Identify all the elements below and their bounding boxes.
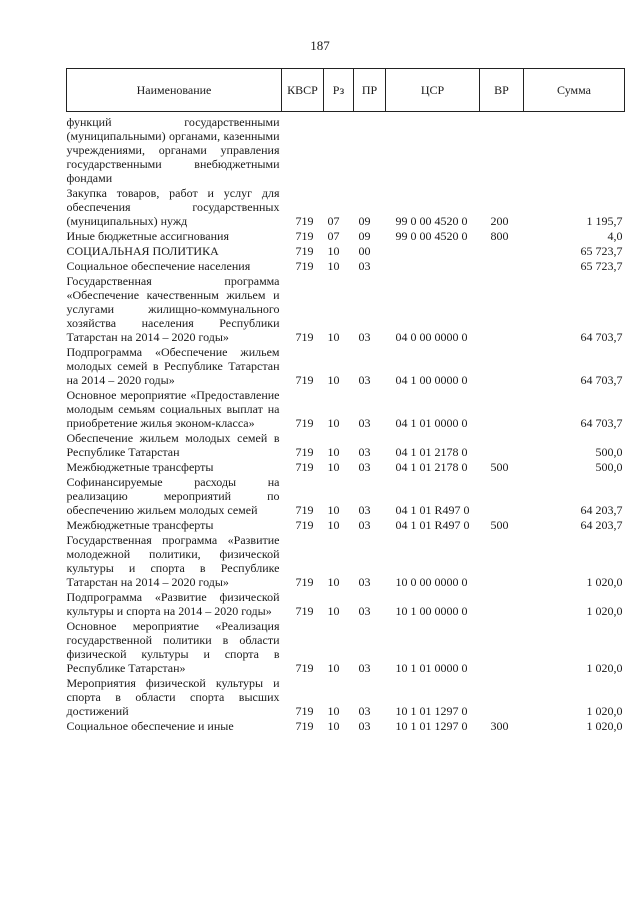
cell-name: Межбюджетные трансферты xyxy=(66,518,214,532)
cell-csr: 10 1 01 1297 0 xyxy=(395,704,468,718)
cell-kvsr: 719 xyxy=(295,503,314,517)
cell-sum: 1 020,0 xyxy=(586,604,623,618)
cell-name: Государственная программа «Обеспечение качественным жильем и услугами жилищно-коммунального хозяйства населения Республики Татарстан на 2014 – 2020 годы» xyxy=(66,274,280,344)
cell-rz: 07 xyxy=(327,214,340,228)
cell-kvsr: 719 xyxy=(295,704,314,718)
cell-pr: 03 xyxy=(358,575,371,589)
cell-csr: 99 0 00 4520 0 xyxy=(395,229,468,243)
cell-csr: 04 1 01 2178 0 xyxy=(395,445,468,459)
cell-csr: 04 1 01 R497 0 xyxy=(395,503,470,517)
cell-vr xyxy=(480,676,524,719)
cell-name: Основное мероприятие «Реализация государственной политики в области физической культуры и спорта в Республике Татарстан» xyxy=(66,619,280,675)
cell-sum: 1 020,0 xyxy=(586,575,623,589)
header-csr: ЦСР xyxy=(386,69,480,112)
header-rz: Рз xyxy=(324,69,354,112)
cell-pr: 03 xyxy=(358,445,371,459)
cell-rz: 10 xyxy=(327,373,340,387)
cell-csr: 10 1 01 1297 0 xyxy=(395,719,468,733)
cell-vr: 200 xyxy=(490,214,509,228)
table-row xyxy=(67,259,625,274)
cell-csr: 04 1 01 2178 0 xyxy=(395,460,468,474)
page-number: 187 xyxy=(310,38,330,53)
cell-name: функций государственными (муниципальными) органами, казенными учреждениями, органами управления государственными внебюджетными фондами xyxy=(66,115,280,185)
cell-pr: 03 xyxy=(358,503,371,517)
cell-kvsr: 719 xyxy=(295,330,314,344)
cell-rz: 07 xyxy=(327,229,340,243)
cell-rz: 10 xyxy=(327,604,340,618)
cell-name: Основное мероприятие «Предоставление молодым семьям социальных выплат на приобретение жилья эконом-класса» xyxy=(66,388,280,430)
cell-sum: 500,0 xyxy=(595,460,623,474)
table-row xyxy=(67,345,625,388)
table-header xyxy=(67,69,625,112)
cell-vr xyxy=(480,619,524,676)
cell-name: Обеспечение жильем молодых семей в Республике Татарстан xyxy=(66,431,280,459)
table-row xyxy=(67,676,625,719)
cell-kvsr: 719 xyxy=(295,259,314,273)
cell-sum: 1 195,7 xyxy=(586,214,623,228)
cell-csr: 04 0 00 0000 0 xyxy=(395,330,468,344)
cell-vr xyxy=(480,244,524,259)
cell-pr: 03 xyxy=(358,704,371,718)
budget-table xyxy=(66,68,625,734)
cell-sum: 1 020,0 xyxy=(586,719,623,733)
cell-kvsr: 719 xyxy=(295,604,314,618)
table-row xyxy=(67,431,625,460)
cell-csr: 04 1 00 0000 0 xyxy=(395,373,468,387)
cell-vr xyxy=(480,475,524,518)
table-row xyxy=(67,475,625,518)
table-row xyxy=(67,274,625,345)
cell-sum xyxy=(524,112,625,187)
cell-rz: 10 xyxy=(327,259,340,273)
cell-csr xyxy=(386,259,480,274)
cell-rz: 10 xyxy=(327,661,340,675)
cell-rz: 10 xyxy=(327,704,340,718)
cell-kvsr: 719 xyxy=(295,244,314,258)
cell-vr: 500 xyxy=(490,460,509,474)
cell-sum: 64 703,7 xyxy=(580,373,623,387)
cell-vr xyxy=(480,533,524,590)
cell-rz: 10 xyxy=(327,416,340,430)
header-kvsr: КВСР xyxy=(282,69,324,112)
cell-pr: 03 xyxy=(358,259,371,273)
cell-pr xyxy=(354,112,386,187)
cell-kvsr: 719 xyxy=(295,460,314,474)
cell-name: Софинансируемые расходы на реализацию мероприятий по обеспечению жильем молодых семей xyxy=(66,475,280,517)
header-sum: Сумма xyxy=(524,69,625,112)
cell-csr xyxy=(386,112,480,187)
cell-pr: 03 xyxy=(358,518,371,532)
cell-rz: 10 xyxy=(327,330,340,344)
cell-kvsr: 719 xyxy=(295,373,314,387)
cell-vr: 500 xyxy=(490,518,509,532)
cell-sum: 64 203,7 xyxy=(580,503,623,517)
cell-vr xyxy=(480,431,524,460)
cell-pr: 03 xyxy=(358,460,371,474)
table-row xyxy=(67,619,625,676)
cell-name: Государственная программа «Развитие молодежной политики, физической культуры и спорта в Республике Татарстан на 2014 – 2020 годы» xyxy=(66,533,280,589)
cell-vr xyxy=(480,388,524,431)
cell-rz: 10 xyxy=(327,445,340,459)
cell-pr: 03 xyxy=(358,330,371,344)
table-row xyxy=(67,229,625,244)
cell-pr: 03 xyxy=(358,416,371,430)
cell-name: Закупка товаров, работ и услуг для обеспечения государственных (муниципальных) нужд xyxy=(66,186,280,228)
cell-csr: 10 0 00 0000 0 xyxy=(395,575,468,589)
cell-pr: 03 xyxy=(358,661,371,675)
cell-kvsr: 719 xyxy=(295,214,314,228)
cell-sum: 64 203,7 xyxy=(580,518,623,532)
cell-sum: 65 723,7 xyxy=(580,244,623,258)
cell-vr: 800 xyxy=(490,229,509,243)
cell-pr: 03 xyxy=(358,604,371,618)
cell-pr: 09 xyxy=(358,229,371,243)
cell-vr xyxy=(480,274,524,345)
cell-pr: 03 xyxy=(358,719,371,733)
cell-csr: 99 0 00 4520 0 xyxy=(395,214,468,228)
cell-name: Мероприятия физической культуры и спорта в области спорта высших достижений xyxy=(66,676,280,718)
cell-rz: 10 xyxy=(327,460,340,474)
cell-vr xyxy=(480,259,524,274)
cell-kvsr xyxy=(282,112,324,187)
cell-csr xyxy=(386,244,480,259)
cell-csr: 04 1 01 0000 0 xyxy=(395,416,468,430)
cell-name: Социальное обеспечение и иные xyxy=(66,719,234,733)
cell-kvsr: 719 xyxy=(295,719,314,733)
cell-sum: 1 020,0 xyxy=(586,661,623,675)
cell-name: Социальное обеспечение населения xyxy=(66,259,251,273)
cell-vr xyxy=(480,590,524,619)
cell-csr: 04 1 01 R497 0 xyxy=(395,518,470,532)
table-row xyxy=(67,112,625,187)
table-row xyxy=(67,518,625,533)
cell-pr: 00 xyxy=(358,244,371,258)
cell-rz: 10 xyxy=(327,244,340,258)
cell-sum: 500,0 xyxy=(595,445,623,459)
table-row xyxy=(67,244,625,259)
cell-name: Подпрограмма «Развитие физической культуры и спорта на 2014 – 2020 годы» xyxy=(66,590,280,618)
cell-sum: 65 723,7 xyxy=(580,259,623,273)
table-row xyxy=(67,460,625,475)
cell-kvsr: 719 xyxy=(295,445,314,459)
table-row xyxy=(67,186,625,229)
table-row xyxy=(67,719,625,734)
cell-rz: 10 xyxy=(327,575,340,589)
table-row xyxy=(67,590,625,619)
header-name: Наименование xyxy=(67,69,282,112)
table-body xyxy=(67,112,625,735)
cell-pr: 09 xyxy=(358,214,371,228)
cell-kvsr: 719 xyxy=(295,518,314,532)
cell-sum: 4,0 xyxy=(607,229,623,243)
cell-sum: 64 703,7 xyxy=(580,330,623,344)
cell-csr: 10 1 00 0000 0 xyxy=(395,604,468,618)
cell-sum: 64 703,7 xyxy=(580,416,623,430)
cell-sum: 1 020,0 xyxy=(586,704,623,718)
cell-rz: 10 xyxy=(327,503,340,517)
cell-kvsr: 719 xyxy=(295,575,314,589)
cell-rz xyxy=(324,112,354,187)
cell-name: Межбюджетные трансферты xyxy=(66,460,214,474)
cell-vr xyxy=(480,112,524,187)
cell-rz: 10 xyxy=(327,719,340,733)
cell-kvsr: 719 xyxy=(295,229,314,243)
table-row xyxy=(67,533,625,590)
cell-name: СОЦИАЛЬНАЯ ПОЛИТИКА xyxy=(66,244,219,258)
cell-vr: 300 xyxy=(490,719,509,733)
cell-name: Иные бюджетные ассигнования xyxy=(66,229,229,243)
cell-csr: 10 1 01 0000 0 xyxy=(395,661,468,675)
cell-rz: 10 xyxy=(327,518,340,532)
header-pr: ПР xyxy=(354,69,386,112)
cell-kvsr: 719 xyxy=(295,416,314,430)
cell-name: Подпрограмма «Обеспечение жильем молодых семей в Республике Татарстан на 2014 – 2020 годы» xyxy=(66,345,280,387)
table-row xyxy=(67,388,625,431)
cell-pr: 03 xyxy=(358,373,371,387)
cell-kvsr: 719 xyxy=(295,661,314,675)
cell-vr xyxy=(480,345,524,388)
header-vr: ВР xyxy=(480,69,524,112)
